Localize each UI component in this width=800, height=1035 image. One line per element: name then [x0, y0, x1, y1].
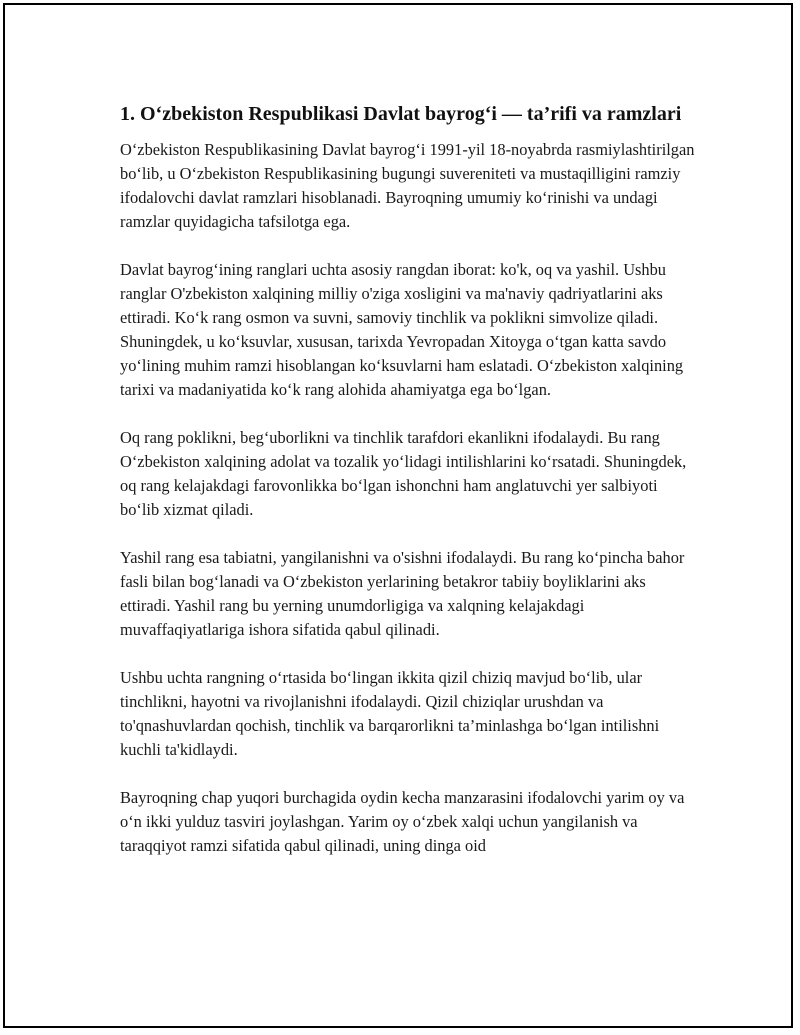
paragraph: Oq rang poklikni, beg‘uborlikni va tinchlik tarafdori ekanlikni ifodalaydi. Bu rang O‘zbekiston xalqining adolat va tozalik yo‘lidagi intilishlarini ko‘rsatadi. Shuningdek, oq rang kelajakdagi farovonlikka bo‘lgan ishonchni ham anglatuvchi yer salbiyoti bo‘lib xizmat qiladi.	[120, 428, 687, 519]
section-title: 1. O‘zbekiston Respublikasi Davlat bayrog‘i — ta’rifi va ramzlari	[120, 103, 682, 125]
paragraph: O‘zbekiston Respublikasining Davlat bayrog‘i 1991-yil 18-noyabrda rasmiylashtirilgan bo‘lib, u O‘zbekiston Respublikasining bugungi suvereniteti va mustaqilligini ramziy ifodalovchi davlat ramzlari hisoblanadi. Bayroqning umumiy ko‘rinishi va undagi ramzlar quyidagicha tafsilotga ega.	[120, 140, 695, 231]
paragraph: Yashil rang esa tabiatni, yangilanishni va o'sishni ifodalaydi. Bu rang ko‘pincha bahor fasli bilan bog‘lanadi va O‘zbekiston yerlarining betakror tabiiy boyliklarini aks ettiradi. Yashil rang bu yerning unumdorligiga va xalqning kelajakdagi muvaffaqiyatlariga ishora sifatida qabul qilinadi.	[120, 548, 685, 639]
paragraph: Davlat bayrog‘ining ranglari uchta asosiy rangdan iborat: ko'k, oq va yashil. Ushbu ranglar O'zbekiston xalqining milliy o'ziga xosligini va ma'naviy qadriyatlarini aks ettiradi. Ko‘k rang osmon va suvni, samoviy tinchlik va poklikni simvolize qiladi. Shuningdek, u ko‘ksuvlar, xususan, tarixda Yevropadan Xitoyga o‘tgan katta savdo yo‘lining muhim ramzi hisoblangan ko‘ksuvlarni ham eslatadi. O‘zbekiston xalqining tarixi va madaniyatida ko‘k rang alohida ahamiyatga ega bo‘lgan.	[120, 260, 684, 399]
paragraph: Bayroqning chap yuqori burchagida oydin kecha manzarasini ifodalovchi yarim oy va o‘n ikki yulduz tasviri joylashgan. Yarim oy o‘zbek xalqi uchun yangilanish va taraqqiyot ramzi sifatida qabul qilinadi, uning dinga oid	[120, 788, 685, 855]
document-body	[120, 100, 695, 858]
paragraph: Ushbu uchta rangning o‘rtasida bo‘lingan ikkita qizil chiziq mavjud bo‘lib, ular tinchlikni, hayotni va rivojlanishni ifodalaydi. Qizil chiziqlar urushdan va to'qnashuvlardan qochish, tinchlik va barqarorlikni ta’minlashga bo‘lgan intilishni kuchli ta'kidlaydi.	[120, 668, 660, 759]
document-page	[3, 3, 793, 1028]
